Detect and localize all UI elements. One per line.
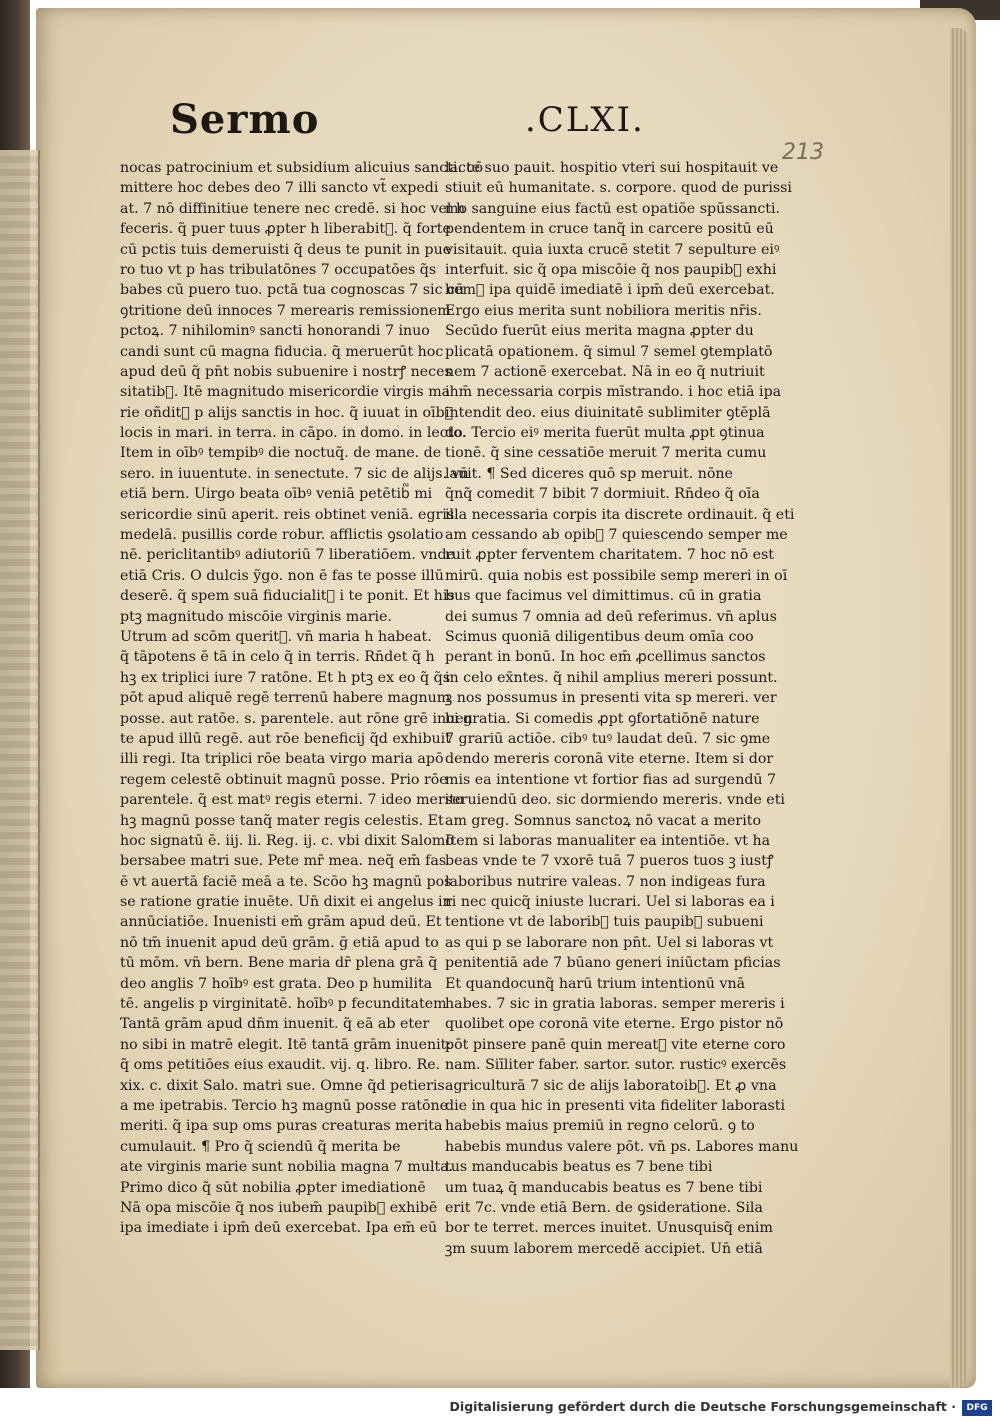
text-line: at. 7 nō diffinitiue tenere nec credē. si hoc vel h xyxy=(120,200,466,217)
text-line: pōt apud aliquē regē terrenū habere magnum xyxy=(120,690,451,707)
text-line: rie oñdit᷑ p alijs sanctis in hoc. q̃ iuuat in oībꝰ xyxy=(120,404,454,421)
text-line: as qui p se laborare non pn̄t. Uel si laboras vt xyxy=(445,934,774,951)
text-line: am cessando ab opib᷑ 7 quiescendo semper me xyxy=(445,527,788,544)
text-line: posse. aut ratōe. s. parentele. aut rōne grē inuen xyxy=(120,710,473,727)
handwritten-folio-note: 213 xyxy=(782,140,824,165)
text-line: Scimus quoniā diligentibus deum omīa coo xyxy=(445,628,754,645)
text-line: medelā. pusillis corde robur. afflictis ꝯsolatio xyxy=(120,527,444,544)
text-line: candi sunt cū magna fiducia. q̃ meruerūt hoc xyxy=(120,343,444,360)
text-line: interfuit. sic q̃ opa miscōie q̃ nos paupib᷑ exhi xyxy=(445,261,777,278)
text-line: locis in mari. in terra. in cāpo. in domo. in lecto. xyxy=(120,425,467,442)
text-line: hꝫ magnū posse tanq̃ mater regis celestis. Et xyxy=(120,812,444,829)
text-line: ipa imediate i ipm̄ deū exercebat. Ipa em̄ eū xyxy=(120,1220,438,1237)
digitization-footer xyxy=(0,1388,1000,1422)
text-line: se ratione gratie inuēte. Un̄ dixit ei angelus in xyxy=(120,894,452,911)
text-line: visitauit. quia iuxta crucē stetit 7 sepulture eiꝰ xyxy=(445,241,780,258)
text-line: tus manducabis beatus es 7 bene tibi xyxy=(445,1159,713,1176)
text-line: regem celestē obtinuit magnū posse. Prio rōe xyxy=(120,771,448,788)
text-line: tē. angelis p virginitatē. hoībꝰ p fecunditatem xyxy=(120,996,447,1013)
text-line: dei sumus 7 omnia ad deū referimus. vn̄ aplus xyxy=(445,608,777,625)
text-line: apud deū q̃ pn̄t nobis subuenire i nostrꝭ neces xyxy=(120,363,452,380)
text-line: pendentem in cruce tanq̃ in carcere positū eū xyxy=(445,221,774,238)
text-line: tentione vt de laborib᷑ tuis paupib᷑ subueni xyxy=(445,914,764,931)
text-line: do. Tercio eiꝰ merita fuerūt multa ꝓpt ꝯtinua xyxy=(445,425,765,442)
text-line: sitatib᷑. Itē magnitudo misericordie virgis ma xyxy=(120,384,451,401)
text-line: cumulauit. ¶ Pro q̃ sciendū q̃ merita be xyxy=(120,1138,401,1155)
text-line: feceris. q̃ puer tuus ꝓpter h liberabit᷑. q̃ forte xyxy=(120,221,451,238)
text-line: te apud illū regē. aut rōe beneficij q̃d exhibuit xyxy=(120,730,451,747)
text-line: nem 7 actionē exercebat. Nā in eo q̃ nutriuit xyxy=(445,363,765,380)
text-line: pōt pinsere panē quin mereat᷑ vite eterne coro xyxy=(445,1036,786,1053)
text-line: ro tuo vt p has tribulatōnes 7 occupatōes q̃s xyxy=(120,261,437,278)
previous-page-edge xyxy=(0,150,40,1350)
text-line: q̃ oms petitiōes eius exaudit. vij. q. libro. Re. xyxy=(120,1057,441,1074)
text-line: mirū. quia nobis est possibile semp mereri in oī xyxy=(445,567,788,584)
text-line: hoc signatū ē. iij. li. Reg. ij. c. vbi dixit Salomō xyxy=(120,832,454,849)
text-line: Et quandocunq̃ harū trium intentionū vnā xyxy=(445,975,746,992)
running-head-left: Sermo xyxy=(170,96,320,143)
text-line: meriti. q̃ ipa sup oms puras creaturas merita xyxy=(120,1118,443,1135)
text-line: babes cū puero tuo. pctā tua cognoscas 7 sic cū xyxy=(120,282,465,299)
text-line: ꝯtritione deū innoces 7 merearis remissionem xyxy=(120,302,451,319)
text-line: bem᷑ ipa quidē imediatē i ipm̄ deū exercebat. xyxy=(445,282,775,299)
text-line: ꝫ nos possumus in presenti vita sp mereri. ver xyxy=(445,690,777,707)
text-line: nō tm̄ inuenit apud deū grām. ḡ etiā apud to xyxy=(120,934,439,951)
text-line: lauit. ¶ Sed diceres quō sp meruit. nōne xyxy=(445,465,733,482)
text-column-right xyxy=(445,158,799,1259)
text-line: parentele. q̃ est matꝰ regis eterni. 7 ideo merito xyxy=(120,792,464,809)
text-line: lacte suo pauit. hospitio vteri sui hospitauit ve xyxy=(445,160,779,176)
text-line: nocas patrocinium et subsidium alicuius sancti. cō xyxy=(120,160,483,176)
text-line: q̃nq̃ comedit 7 bibit 7 dormiuit. Rn̄deo q̃ oīa xyxy=(445,486,760,503)
text-line: mittere hoc debes deo 7 illi sancto vt̃ expedi xyxy=(120,180,439,197)
text-line: habebis maius premiū in regno celorū. ꝯ to xyxy=(445,1118,755,1135)
text-line: intendit deo. eius diuinitatē sublimiter ꝯtēplā xyxy=(445,404,771,421)
text-line: ruit ꝓpter ferventem charitatem. 7 hoc nō est xyxy=(445,547,774,564)
text-line: etiā bern. Uirgo beata oībꝰ veniā petētib᷑ mi xyxy=(120,486,433,503)
text-line: annūciatiōe. Inuenisti em̄ grām apud deū. Et xyxy=(120,914,442,931)
text-line: xix. c. dixit Salo. matri sue. Omne q̃d petieris xyxy=(120,1077,445,1094)
text-line: sericordie sinū aperit. reis obtinet veniā. egris xyxy=(120,506,455,523)
text-line: 7 grariū actiōe. cibꝰ tuꝰ laudat deū. 7 sic ꝯme xyxy=(445,730,771,747)
text-line: Ergo eius merita sunt nobiliora meritis nr̄is. xyxy=(445,302,762,319)
text-line: am greg. Somnus sanctoꝝ nō vacat a merito xyxy=(445,812,761,829)
text-line: die in qua hic in presenti vita fideliter laborasti xyxy=(445,1097,786,1114)
text-line: Primo dico q̃ sūt nobilia ꝓpter imediationē xyxy=(120,1179,426,1196)
text-line: pctoꝝ. 7 nihilominꝰ sancti honorandi 7 inuo xyxy=(120,323,430,340)
text-line: bersabee matri sue. Pete mr̄ mea. neq̃ em̄ fas xyxy=(120,853,447,870)
text-line: sero. in iuuentute. in senectute. 7 sic de alijs. vn̄ xyxy=(120,465,469,482)
text-line: ate virginis marie sunt nobilia magna 7 multa. xyxy=(120,1159,454,1176)
text-line: stiuit eū humanitate. s. corpore. quod de purissi xyxy=(445,180,792,197)
text-line: Nā opa miscōie q̃ nos iubem̄ paupib᷑ exhibē xyxy=(120,1199,438,1216)
text-line: plicatā opationem. q̃ simul 7 semel ꝯtemplatō xyxy=(445,343,773,360)
text-line: cū pctis tuis demeruisti q̃ deus te punit in pue xyxy=(120,241,452,258)
text-line: laboribus nutrire valeas. 7 non indigeas fura xyxy=(445,873,766,890)
text-line: quolibet ope coronā vite eterne. Ergo pistor nō xyxy=(445,1016,784,1033)
text-line: beas vnde te 7 vxorē tuā 7 pueros tuos ꝫ iustꝭ xyxy=(445,853,774,870)
text-line: perant in bonū. In hoc em̄ ꝓcellimus sanctos xyxy=(445,649,766,666)
text-line: ihm̄ necessaria corpis mīstrando. i hoc etiā ipa xyxy=(445,384,782,401)
page-edges xyxy=(950,28,968,1388)
text-line: deo anglis 7 hoībꝰ est grata. Deo p humilita xyxy=(120,975,433,992)
text-line: erit 7c. vnde etiā Bern. de ꝯsideratione. Sila xyxy=(445,1199,763,1216)
text-line: nē. periclitantibꝰ adiutoriū 7 liberatiōem. vnde xyxy=(120,547,455,564)
text-line: tionē. q̃ sine cessatiōe meruit 7 merita cumu xyxy=(445,445,767,462)
text-line: illa necessaria corpis ita discrete ordinauit. q̃ eti xyxy=(445,506,795,523)
text-line: ē vt auertā faciē meā a te. Scōo hꝫ magnū pos xyxy=(120,873,452,890)
text-line: deserē. q̃ spem suā fiducialit᷑ i te ponit. Et his xyxy=(120,588,455,605)
text-line: penitentiā ade 7 būano generi iniūctam pficias xyxy=(445,955,781,972)
text-column-left xyxy=(120,158,483,1239)
text-line: ꝫm suum laborem mercedē accipiet. Un̄ etiā xyxy=(445,1240,763,1257)
text-line: seruiendū deo. sic dormiendo mereris. vnde eti xyxy=(445,792,785,809)
text-line: Item si laboras manualiter ea intentiōe. vt ha xyxy=(445,832,771,849)
text-line: agriculturā 7 sic de alijs laboratoib᷑. Et ꝓ vna xyxy=(445,1077,777,1094)
text-line: bor te terret. merces inuitet. Unusquisq̃ enim xyxy=(445,1220,773,1237)
text-line: mis ea intentione vt fortior fias ad surgendū 7 xyxy=(445,771,777,788)
text-line: etiā Cris. O dulcis ỹgo. non ē fas te posse illū xyxy=(120,567,444,584)
text-line: Utrum ad scōm querit᷑. vn̄ maria h habeat. xyxy=(120,628,432,645)
text-line: ri nec quicq̃ iniuste lucrari. Uel si laboras ea i xyxy=(445,894,775,911)
text-line: habebis mundus valere pōt. vn̄ ps. Labores manu xyxy=(445,1138,799,1155)
text-line: Secūdo fuerūt eius merita magna ꝓpter du xyxy=(445,323,754,340)
text-line: ptꝫ magnitudo miscōie virginis marie. xyxy=(120,608,392,625)
text-line: no sibi in matrē elegit. Itē tantā grām inuenit: xyxy=(120,1036,452,1053)
funding-notice: Digitalisierung gefördert durch die Deutsche Forschungsgemeinschaft · xyxy=(449,1399,956,1414)
text-line: illi regi. Ita triplici rōe beata virgo maria apō xyxy=(120,751,444,768)
text-line: bi gratia. Si comedis ꝓpt ꝯfortatiōnē nature xyxy=(445,710,760,727)
text-line: bus que facimus vel dimittimus. cū in gratia xyxy=(445,588,762,605)
text-line: Item in oībꝰ tempibꝰ die noctuq̃. de mane. de xyxy=(120,445,442,462)
text-line: Tantā grām apud dn̄m inuenit. q̃ eā ab eter xyxy=(120,1016,430,1033)
text-line: nam. Siīliter faber. sartor. sutor. rusticꝰ exercēs xyxy=(445,1057,787,1074)
text-line: mo sanguine eius factū est opatiōe spūssancti. xyxy=(445,200,781,217)
text-line: hꝫ ex triplici iure 7 ratōne. Et h ptꝫ ex eo q̃ q̃s xyxy=(120,669,450,686)
text-line: in celo ex̄ntes. q̃ nihil amplius mereri possunt. xyxy=(445,669,778,686)
text-line: a me ipetrabis. Tercio hꝫ magnū posse ratōne xyxy=(120,1097,449,1114)
folio-number: .CLXI. xyxy=(525,100,645,140)
text-line: um tuaꝝ q̃ manducabis beatus es 7 bene tibi xyxy=(445,1179,763,1196)
text-line: q̃ tāpotens ē tā in celo q̃ in terris. Rn̄det q̃ h xyxy=(120,649,435,666)
dfg-logo: DFG xyxy=(962,1400,992,1416)
text-line: tū mōm. vn̄ bern. Bene maria dr̄ plena grā q̃ xyxy=(120,955,438,972)
text-line: habes. 7 sic in gratia laboras. semper mereris i xyxy=(445,996,785,1013)
text-line: dendo mereris coronā vite eterne. Item si dor xyxy=(445,751,774,768)
